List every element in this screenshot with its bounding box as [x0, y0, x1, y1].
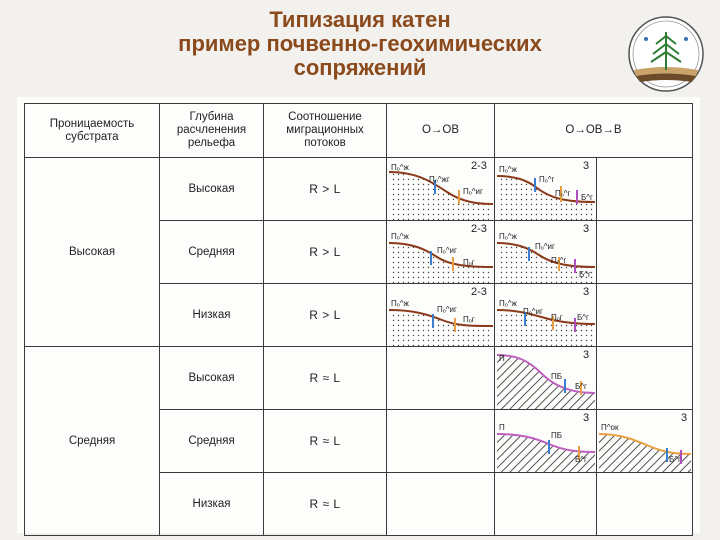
soil-label: Пₒ^ж — [391, 299, 409, 308]
soil-label: Пₒг — [551, 313, 563, 322]
tree-globe-icon — [626, 14, 706, 94]
row-ratio: R > L — [264, 284, 387, 347]
empty-cell — [387, 473, 495, 536]
catena-number: 3 — [583, 286, 590, 298]
catena-number: 3 — [583, 160, 590, 172]
title-line-3: сопряжений — [293, 55, 427, 80]
row-depth: Низкая — [160, 473, 264, 536]
soil-label: П — [499, 423, 505, 432]
soil-label: Б^г — [577, 313, 589, 322]
row-ratio: R ≈ L — [264, 347, 387, 410]
header-col2: О→ОВ→В — [495, 104, 693, 158]
catena-profile — [387, 158, 495, 220]
soil-label: Б^г — [575, 455, 587, 464]
soil-label: Пₒ^жг — [429, 175, 450, 184]
soil-label: Б^г — [579, 270, 591, 279]
soil-label: Пₒ^ж — [391, 232, 409, 241]
catena-profile — [387, 284, 495, 346]
row-ratio: R > L — [264, 221, 387, 284]
row-ratio: R ≈ L — [264, 473, 387, 536]
soil-label: Пₒ^иг — [437, 246, 457, 255]
soil-label: Пₒ^ж — [499, 299, 517, 308]
row-depth: Высокая — [160, 347, 264, 410]
soil-label: П — [499, 354, 505, 363]
soil-label: Пₒ^г — [539, 175, 555, 184]
catena-profile — [495, 221, 597, 283]
catena-diagram-cell — [387, 158, 495, 221]
catena-diagram-cell — [495, 158, 597, 221]
row-depth: Низкая — [160, 284, 264, 347]
empty-cell — [597, 221, 693, 284]
catena-profile — [495, 410, 597, 472]
catena-number: 3 — [681, 412, 688, 424]
catena-profile — [387, 221, 495, 283]
catena-number: 3 — [583, 223, 590, 235]
group-high: Высокая — [25, 158, 160, 347]
catena-number: 2-3 — [471, 223, 487, 235]
catena-profile — [495, 347, 597, 409]
slide-title — [60, 8, 660, 80]
soil-label: Б^г — [575, 382, 587, 391]
catena-diagram-cell — [597, 410, 693, 473]
header-col1: О→ОВ — [387, 104, 495, 158]
catena-profile — [495, 284, 597, 346]
catena-diagram-cell — [495, 221, 597, 284]
catena-diagram-cell — [387, 221, 495, 284]
row-ratio: R ≈ L — [264, 410, 387, 473]
catena-diagram-cell — [495, 347, 597, 410]
soil-label: Б^г — [669, 455, 681, 464]
soil-label: Пₒ^г — [555, 189, 571, 198]
title-line-2: пример почвенно-геохимических — [178, 31, 542, 56]
catena-diagram-cell — [495, 284, 597, 347]
catena-number: 3 — [583, 412, 590, 424]
group-medium: Средняя — [25, 347, 160, 536]
soil-label: ПБ — [551, 431, 562, 440]
soil-label: Пₒ^иг — [523, 307, 543, 316]
catena-number: 2-3 — [471, 160, 487, 172]
empty-cell — [495, 473, 597, 536]
soil-label: Пₒ^ж — [499, 232, 517, 241]
empty-cell — [597, 347, 693, 410]
header-depth: Глубина расчленения рельефа — [160, 104, 264, 158]
soil-label: ПБ — [551, 372, 562, 381]
header-permeability: Проницаемость субстрата — [25, 104, 160, 158]
empty-cell — [597, 158, 693, 221]
empty-cell — [387, 410, 495, 473]
soil-label: Пₒг — [463, 258, 475, 267]
soil-label: Б^г — [581, 193, 593, 202]
row-depth: Средняя — [160, 410, 264, 473]
catena-number: 3 — [583, 349, 590, 361]
title-line-1: Типизация катен — [269, 7, 451, 32]
soil-label: Пₒ^иг — [535, 242, 555, 251]
soil-label: Пₒ^иг — [437, 305, 457, 314]
catena-diagram-cell — [495, 410, 597, 473]
row-ratio: R > L — [264, 158, 387, 221]
soil-label: Пₒг — [463, 315, 475, 324]
soil-label: П^ок — [601, 423, 619, 432]
soil-label: Пₒ^ж — [499, 165, 517, 174]
empty-cell — [597, 473, 693, 536]
catena-number: 2-3 — [471, 286, 487, 298]
empty-cell — [597, 284, 693, 347]
soil-label: Пₒ^ж — [391, 163, 409, 172]
row-depth: Высокая — [160, 158, 264, 221]
catena-table-sheet — [17, 97, 700, 533]
soil-label: Пₒ^г — [551, 256, 567, 265]
catena-profile — [597, 410, 693, 472]
catena-table — [24, 103, 693, 536]
catena-diagram-cell — [387, 284, 495, 347]
soil-label: Пₒ^иг — [463, 187, 483, 196]
empty-cell — [387, 347, 495, 410]
catena-profile — [495, 158, 597, 220]
row-depth: Средняя — [160, 221, 264, 284]
header-ratio: Соотношение миграционных потоков — [264, 104, 387, 158]
